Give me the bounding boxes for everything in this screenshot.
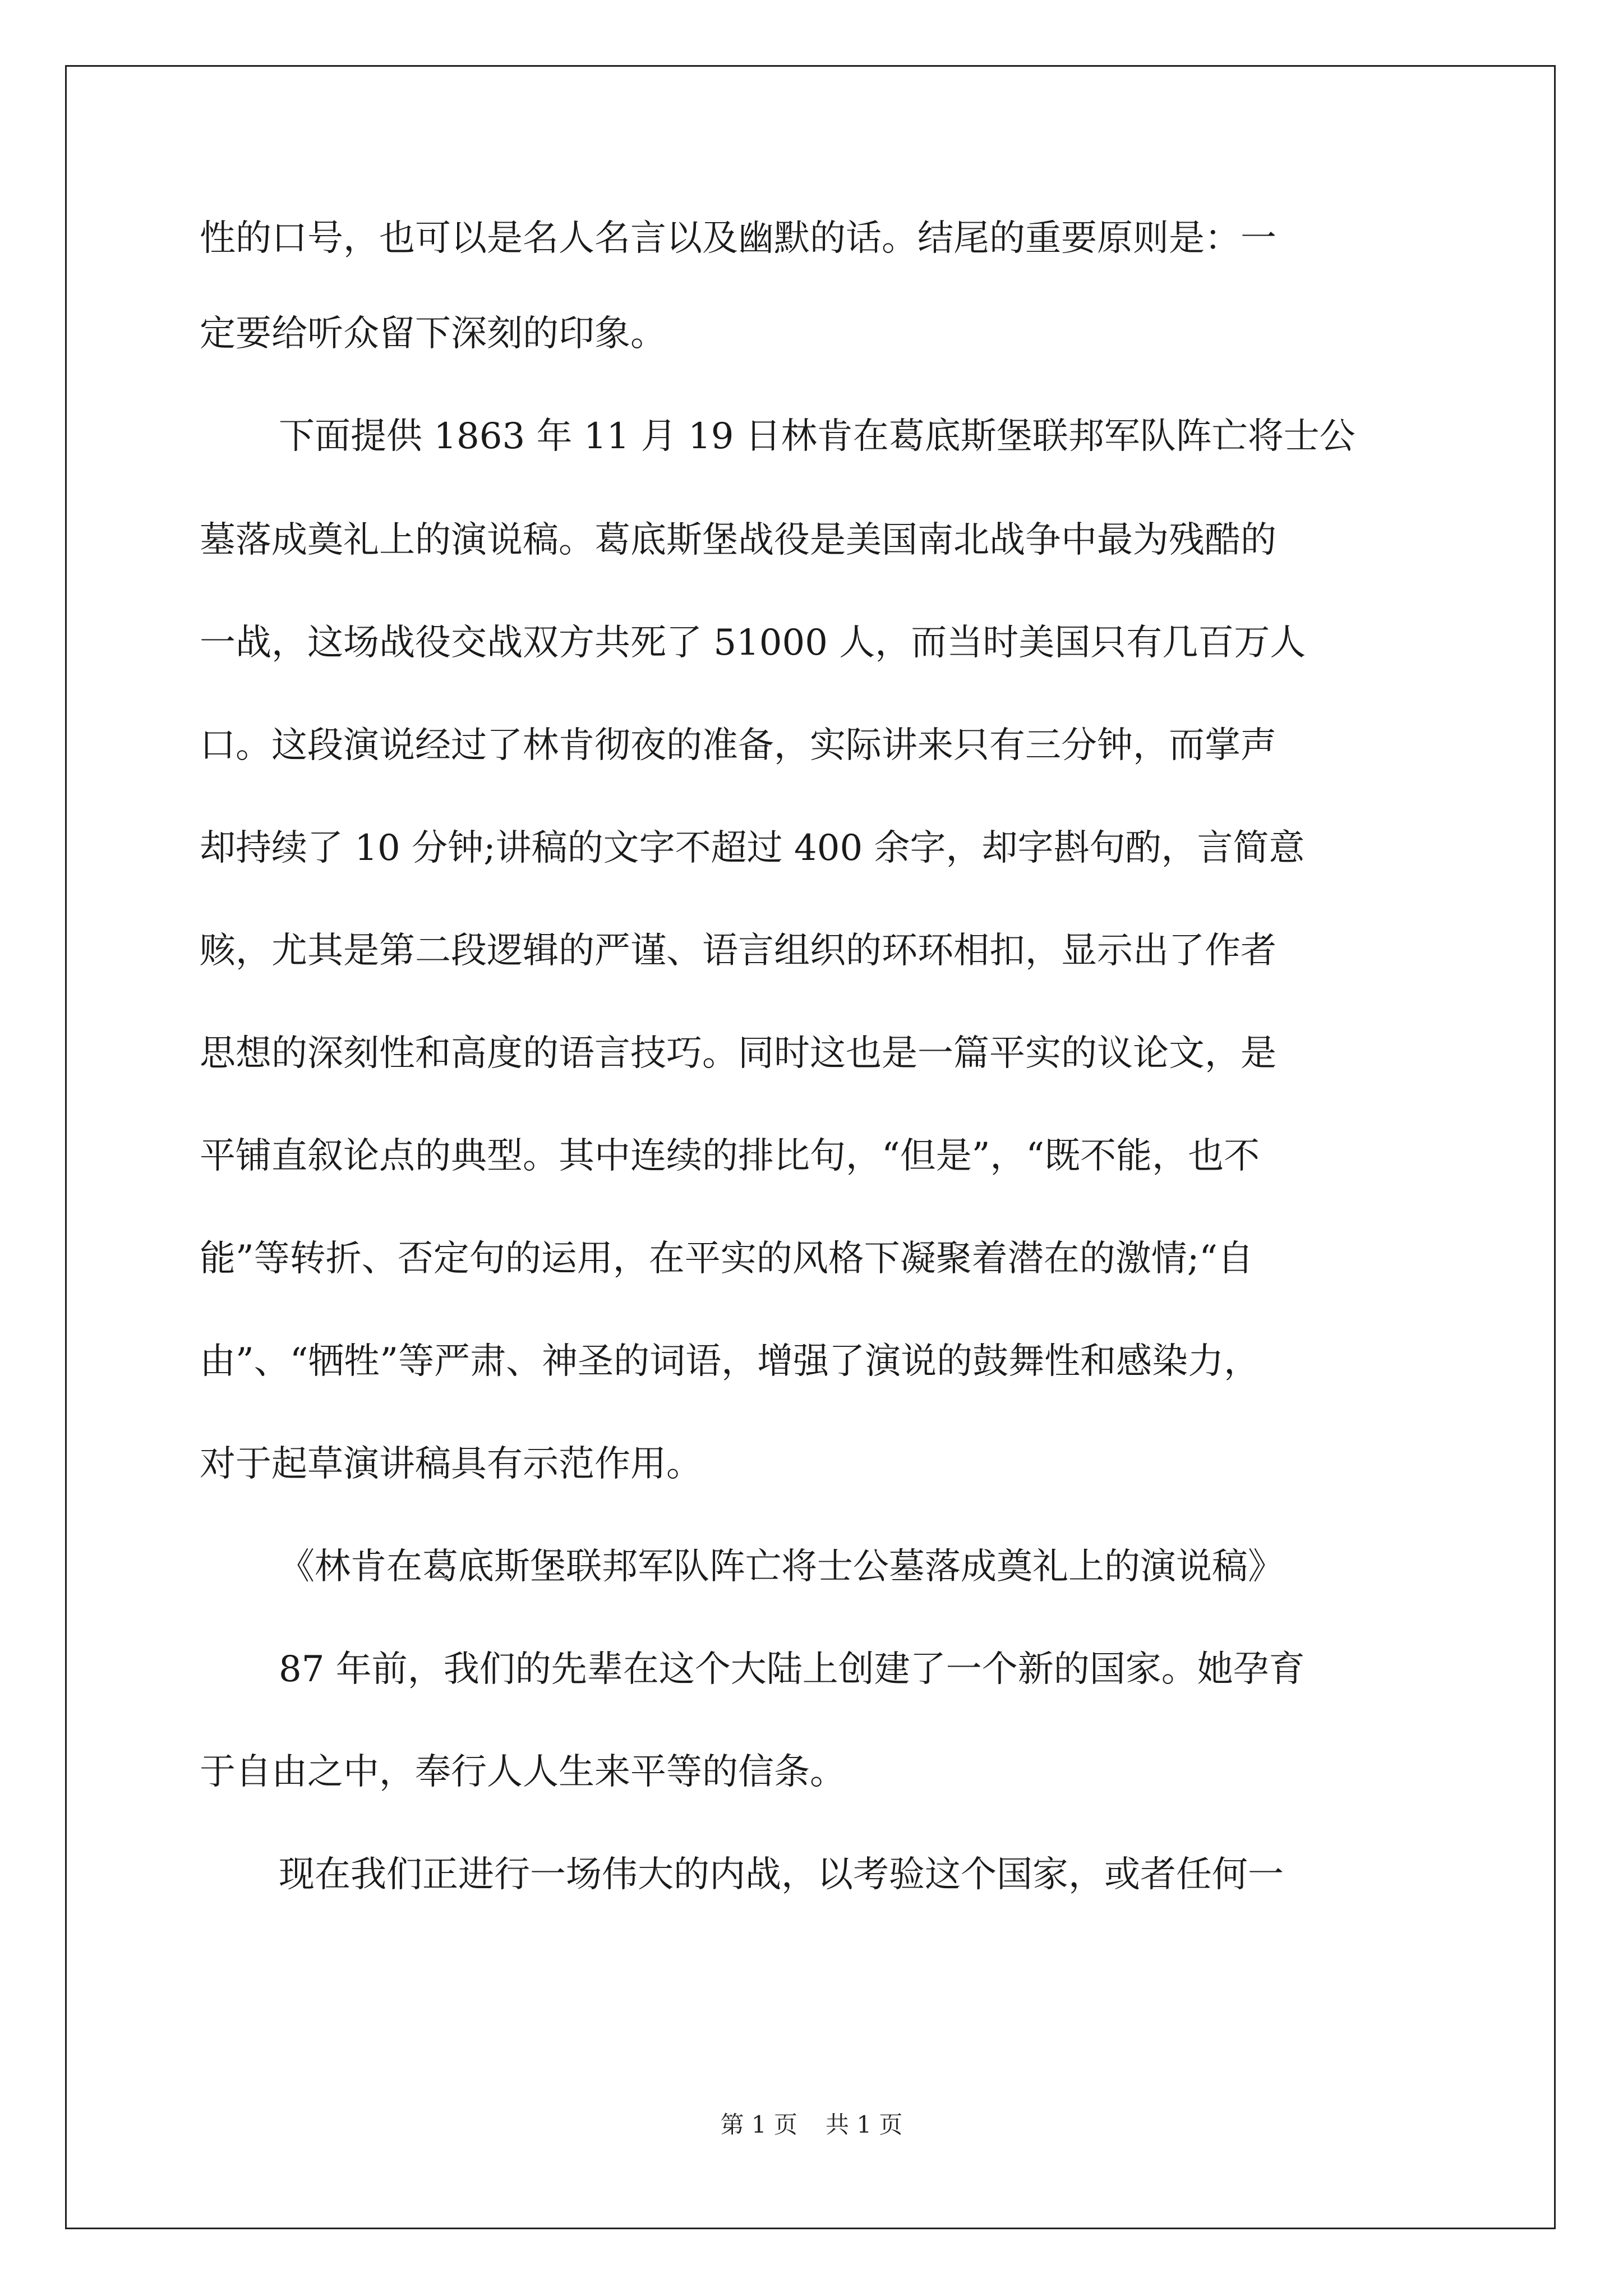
paragraph-start-line: 下面提供 1863 年 11 月 19 日林肯在葛底斯堡联邦军队阵亡将士公 — [279, 416, 1355, 457]
text-line: 定要给听众留下深刻的印象。 — [200, 313, 666, 355]
text-line: 墓落成奠礼上的演说稿。葛底斯堡战役是美国南北战争中最为残酷的 — [200, 519, 1276, 561]
text-line: 对于起草演讲稿具有示范作用。 — [200, 1443, 702, 1485]
text-line: 能”等转折、否定句的运用，在平实的风格下凝聚着潜在的激情;“自 — [200, 1238, 1253, 1280]
text-line: 平铺直叙论点的典型。其中连续的排比句，“但是”，“既不能，也不 — [200, 1135, 1260, 1177]
text-line: 思想的深刻性和高度的语言技巧。同时这也是一篇平实的议论文，是 — [200, 1033, 1276, 1074]
text-line: 一战，这场战役交战双方共死了 51000 人，而当时美国只有几百万人 — [200, 622, 1306, 664]
text-line: 却持续了 10 分钟;讲稿的文字不超过 400 余字，却字斟句酌，言简意 — [200, 827, 1305, 869]
page-total: 共 1 页 — [826, 2111, 903, 2138]
paragraph-start-line: 87 年前，我们的先辈在这个大陆上创建了一个新的国家。她孕育 — [279, 1649, 1305, 1690]
text-line: 由”、“牺牲”等严肃、神圣的词语，增强了演说的鼓舞性和感染力， — [200, 1341, 1260, 1382]
page-number: 第 1 页 — [720, 2111, 797, 2138]
text-line: 于自由之中，奉行人人生来平等的信条。 — [200, 1751, 846, 1793]
page-footer — [0, 2108, 1623, 2142]
speech-title: 《林肯在葛底斯堡联邦军队阵亡将士公墓落成奠礼上的演说稿》 — [279, 1546, 1284, 1588]
text-line: 赅，尤其是第二段逻辑的严谨、语言组织的环环相扣，显示出了作者 — [200, 930, 1276, 972]
text-line: 性的口号，也可以是名人名言以及幽默的话。结尾的重要原则是：一 — [200, 218, 1276, 259]
text-line: 口。这段演说经过了林肯彻夜的准备，实际讲来只有三分钟，而掌声 — [200, 725, 1276, 766]
paragraph-start-line: 现在我们正进行一场伟大的内战，以考验这个国家，或者任何一 — [279, 1854, 1284, 1895]
